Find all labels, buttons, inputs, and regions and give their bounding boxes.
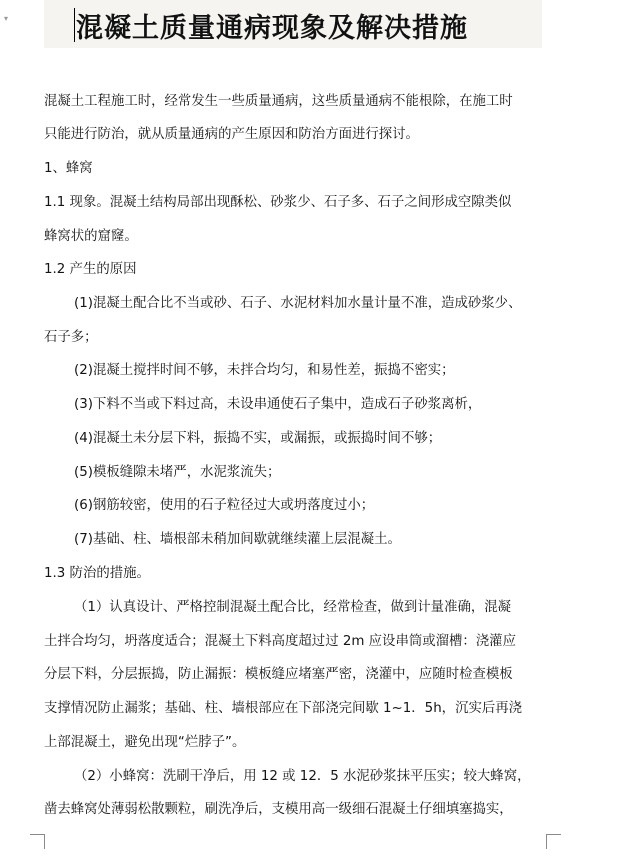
paragraph-line[interactable]: 土拌合均匀，坍落度适合；混凝土下料高度超过过 2m 应设串筒或溜槽：浇灌应 [44,634,516,649]
paragraph-line[interactable]: 凿去蜂窝处薄弱松散颗粒，刷洗净后，支模用高一级细石混凝土仔细填塞捣实， [44,802,513,817]
paragraph-line[interactable]: 蜂窝状的窟窿。 [44,229,138,244]
list-item[interactable]: (3)下料不当或下料过高，未设串通使石子集中，造成石子砂浆离析， [74,397,482,412]
text-cursor [74,8,75,42]
list-item-continued[interactable]: 石子多； [44,330,98,345]
document-title[interactable]: 混凝土质量通病现象及解决措施 [76,13,468,44]
paragraph-line[interactable]: （2）小蜂窝：洗刷干净后，用 12 或 12．5 水泥砂浆抹平压实；较大蜂窝， [74,769,531,784]
list-item[interactable]: (2)混凝土搅拌时间不够，未拌合均匀，和易性差，振捣不密实； [74,363,455,378]
paragraph-line[interactable]: 分层下料，分层振捣，防止漏振：模板缝应堵塞严密，浇灌中，应随时检查模板 [44,667,513,682]
subsection-heading[interactable]: 1.3 防治的措施。 [44,566,150,581]
paragraph-line[interactable]: 只能进行防治，就从质量通病的产生原因和防治方面进行探讨。 [44,127,419,142]
list-item[interactable]: (5)模板缝隙未堵严，水泥浆流失； [74,465,281,480]
paragraph-line[interactable]: （1）认真设计、严格控制混凝土配合比，经常检查，做到计量准确，混凝 [74,600,512,615]
list-item[interactable]: (1)混凝土配合比不当或砂、石子、水泥材料加水量计量不准，造成砂浆少、 [74,296,522,311]
paragraph-line[interactable]: 1.1 现象。混凝土结构局部出现酥松、砂浆少、石子多、石子之间形成空隙类似 [44,195,512,210]
list-item[interactable]: (7)基础、柱、墙根部未稍加间歇就继续灌上层混凝土。 [74,532,401,547]
subsection-heading[interactable]: 1.2 产生的原因 [44,262,137,277]
section-heading[interactable]: 1、蜂窝 [44,161,93,176]
paragraph-line[interactable]: 混凝土工程施工时，经常发生一些质量通病，这些质量通病不能根除，在施工时 [44,94,513,109]
margin-marker-icon: ▾ [4,14,9,23]
paragraph-line[interactable]: 上部混凝土，避免出现“烂脖子”。 [44,735,246,750]
paragraph-line[interactable]: 支撑情况防止漏浆；基础、柱、墙根部应在下部浇完间歇 1~1．5h，沉实后再浇 [44,701,523,716]
margin-corner-left [30,834,45,849]
list-item[interactable]: (6)钢筋较密，使用的石子粒径过大或坍落度过小； [74,498,375,513]
margin-corner-right [546,834,561,849]
list-item[interactable]: (4)混凝土未分层下料，振捣不实，或漏振，或振捣时间不够； [74,431,442,446]
